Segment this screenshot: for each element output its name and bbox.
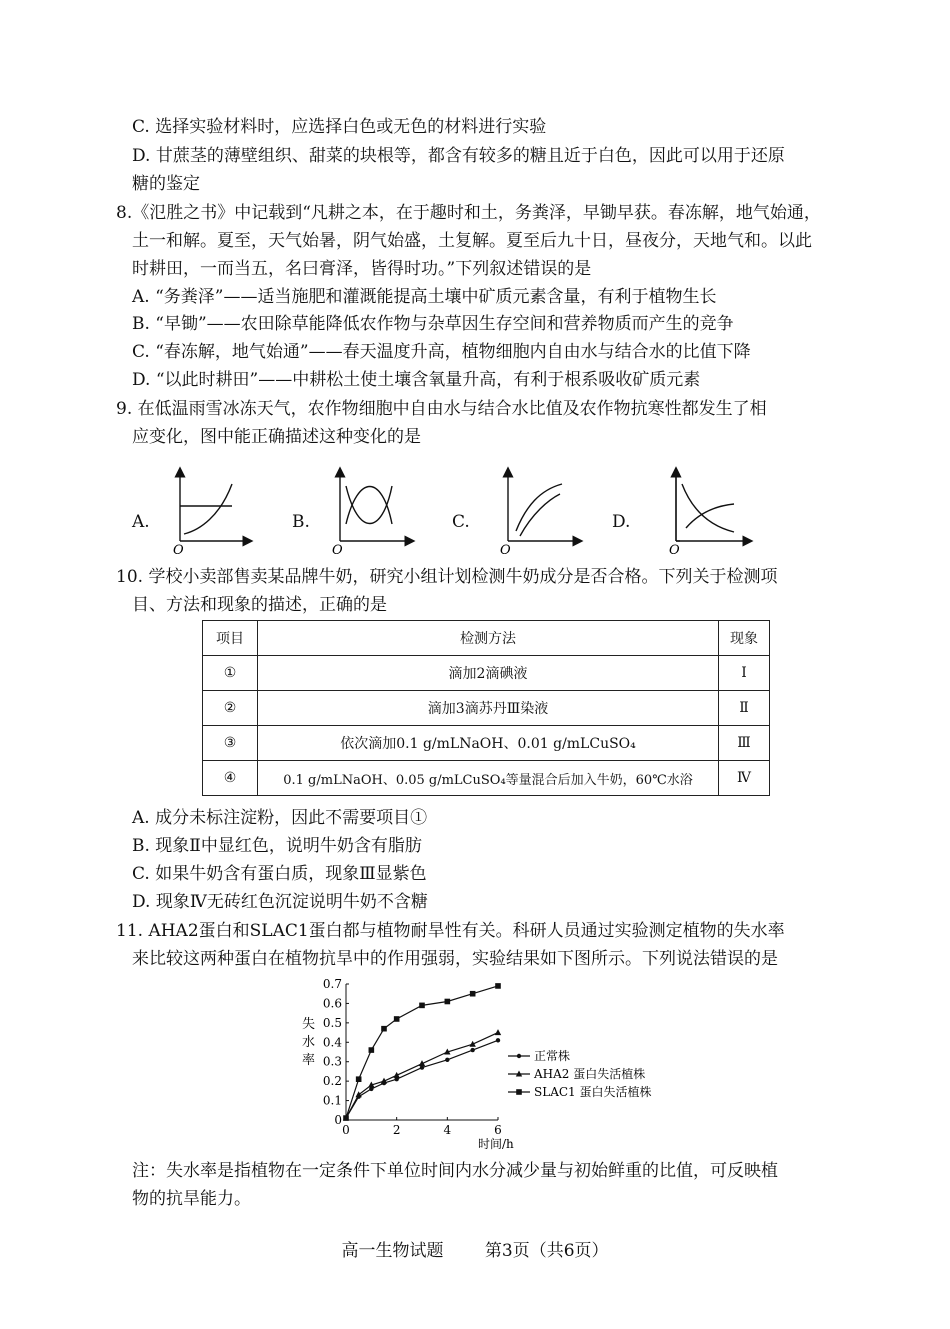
table-header-row (203, 621, 770, 656)
cell-item: ③ (203, 726, 258, 761)
y-tick-label: 0.1 (322, 1093, 342, 1108)
q8-option-b: B. “早锄”——农田除草能降低农作物与杂草因生存空间和营养物质而产生的竞争 (132, 314, 734, 334)
q11-chart (296, 974, 696, 1154)
legend-label-2: AHA2 蛋白失活植株 (534, 1067, 646, 1081)
cell-phenomenon: Ⅳ (719, 761, 770, 796)
q8-stem-3: 时耕田，一而当五，名曰膏泽，皆得时功。”下列叙述错误的是 (132, 259, 592, 279)
table-row (203, 726, 770, 761)
cell-item: ② (203, 691, 258, 726)
q8-option-d: D. “以此时耕田”——中耕松土使土壤含氧量升高，有利于根系吸收矿质元素 (132, 370, 701, 390)
q9-graph-b (332, 472, 410, 558)
data-point-3 (445, 999, 451, 1005)
q9-graph-a-label: A. (132, 512, 150, 532)
graph-d-origin: O (669, 543, 680, 558)
q10-stem-2: 目、方法和现象的描述，正确的是 (132, 595, 387, 615)
q9-graph-d-label: D. (612, 512, 631, 532)
q9-stem-1: 9. 在低温雨雪冰冻天气，农作物细胞中自由水与结合水比值及农作物抗寒性都发生了相 (116, 399, 767, 419)
data-point-3 (470, 991, 476, 997)
q8-option-a: A. “务粪泽”——适当施肥和灌溉能提高土壤中矿质元素含量，有利于植物生长 (132, 287, 717, 307)
page-footer (0, 1236, 950, 1261)
legend-marker-1 (517, 1054, 521, 1058)
x-axis-label: 时间/h (478, 1137, 514, 1151)
legend-label-1: 正常株 (534, 1049, 571, 1063)
q7-option-d: D. 甘蔗茎的薄壁组织、甜菜的块根等，都含有较多的糖且近于白色，因此可以用于还原 (132, 146, 785, 166)
y-tick-label: 0.5 (322, 1015, 342, 1030)
y-tick-label: 0.7 (322, 977, 342, 991)
q7-option-d-cont: 糖的鉴定 (132, 174, 200, 194)
data-point-3 (495, 983, 501, 989)
ylabel-char-1: 失 (302, 1017, 316, 1032)
q11-note-2: 物的抗旱能力。 (132, 1189, 251, 1209)
legend-marker-3 (516, 1089, 522, 1095)
x-tick-label: 4 (443, 1123, 452, 1137)
cell-method: 滴加2滴碘液 (258, 656, 719, 691)
q10-option-c: C. 如果牛奶含有蛋白质，现象Ⅲ显紫色 (132, 864, 427, 884)
data-point-3 (394, 1016, 400, 1022)
header-item: 项目 (203, 621, 258, 656)
data-point-3 (356, 1076, 362, 1082)
y-tick-label: 0.4 (322, 1035, 342, 1050)
y-tick-label: 0 (334, 1113, 342, 1127)
x-tick-label: 6 (494, 1123, 502, 1137)
cell-method: 0.1 g/mLNaOH、0.05 g/mLCuSO₄等量混合后加入牛奶，60℃水浴 (258, 761, 719, 796)
table-row (203, 656, 770, 691)
q9-graph-a (173, 472, 248, 558)
header-method: 检测方法 (258, 621, 719, 656)
q10-stem-1: 10. 学校小卖部售卖某品牌牛奶，研究小组计划检测牛奶成分是否合格。下列关于检测项 (116, 567, 778, 587)
ylabel-char-3: 率 (302, 1053, 316, 1068)
q9-stem-2: 应变化，图中能正确描述这种变化的是 (132, 427, 421, 447)
cell-item: ④ (203, 761, 258, 796)
graph-a-rising-curve (184, 484, 232, 534)
q9-graph-c-label: C. (452, 512, 470, 532)
data-point-2 (495, 1029, 501, 1035)
y-tick-label: 0.2 (322, 1074, 342, 1089)
graph-c-origin: O (500, 543, 511, 558)
data-point-2 (355, 1091, 361, 1097)
graph-c-upper-curve (516, 484, 562, 531)
series-line-2 (346, 1033, 498, 1118)
cell-method: 依次滴加0.1 g/mLNaOH、0.01 g/mLCuSO₄ (258, 726, 719, 761)
graph-d-rising-curve (686, 504, 734, 528)
q8-stem-1: 8.《氾胜之书》中记载到“凡耕之本，在于趣时和土，务粪泽，早锄早获。春冻解，地气始通， (116, 203, 821, 223)
data-point-3 (343, 1115, 349, 1121)
q7-option-c: C. 选择实验材料时，应选择白色或无色的材料进行实验 (132, 117, 547, 137)
data-point-3 (381, 1026, 387, 1032)
q11-note-1: 注：失水率是指植物在一定条件下单位时间内水分减少量与初始鲜重的比值，可反映植 (132, 1161, 778, 1181)
ylabel-char-2: 水 (302, 1035, 316, 1050)
q9-graph-d-svg (664, 466, 764, 558)
q9-graph-c (500, 472, 578, 558)
graph-c-lower-curve (520, 494, 560, 536)
q11-stem-2: 来比较这两种蛋白在植物抗旱中的作用强弱，实验结果如下图所示。下列说法错误的是 (132, 949, 778, 969)
graph-b-origin: O (332, 543, 343, 558)
footer-title: 高一生物试题 (341, 1241, 444, 1261)
footer-page-number: 第3页（共6页） (484, 1241, 609, 1261)
data-point-3 (369, 1047, 375, 1053)
x-tick-label: 2 (392, 1123, 401, 1137)
q10-option-b: B. 现象Ⅱ中显红色，说明牛奶含有脂肪 (132, 836, 422, 856)
q9-graph-b-label: B. (292, 512, 310, 532)
y-tick-label: 0.6 (322, 996, 342, 1011)
header-phenomenon: 现象 (719, 621, 770, 656)
cell-phenomenon: Ⅲ (719, 726, 770, 761)
cell-phenomenon: Ⅰ (719, 656, 770, 691)
data-point-1 (496, 1038, 500, 1042)
cell-item: ① (203, 656, 258, 691)
y-tick-label: 0.3 (322, 1054, 342, 1069)
q8-stem-2: 土一和解。夏至，天气始暑，阴气始盛，土复解。夏至后九十日，昼夜分，天地气和。以此 (132, 231, 812, 251)
table-row (203, 691, 770, 726)
cell-phenomenon: Ⅱ (719, 691, 770, 726)
q8-option-c: C. “春冻解，地气始通”——春天温度升高，植物细胞内自由水与结合水的比值下降 (132, 342, 751, 362)
data-point-3 (419, 1003, 425, 1009)
x-tick-label: 0 (342, 1123, 350, 1137)
q10-option-a: A. 成分未标注淀粉，因此不需要项目① (132, 808, 428, 828)
q10-option-d: D. 现象Ⅳ无砖红色沉淀说明牛奶不含糖 (132, 892, 428, 912)
graph-a-origin: O (173, 543, 184, 558)
q9-graphs (160, 466, 680, 558)
q10-table (202, 620, 770, 796)
table-row (203, 761, 770, 796)
legend-label-3: SLAC1 蛋白失活植株 (534, 1085, 652, 1099)
cell-method: 滴加3滴苏丹Ⅲ染液 (258, 691, 719, 726)
data-point-1 (445, 1058, 449, 1062)
data-point-1 (470, 1048, 474, 1052)
q11-stem-1: 11. AHA2蛋白和SLAC1蛋白都与植物耐旱性有关。科研人员通过实验测定植物的失水率 (116, 921, 785, 941)
